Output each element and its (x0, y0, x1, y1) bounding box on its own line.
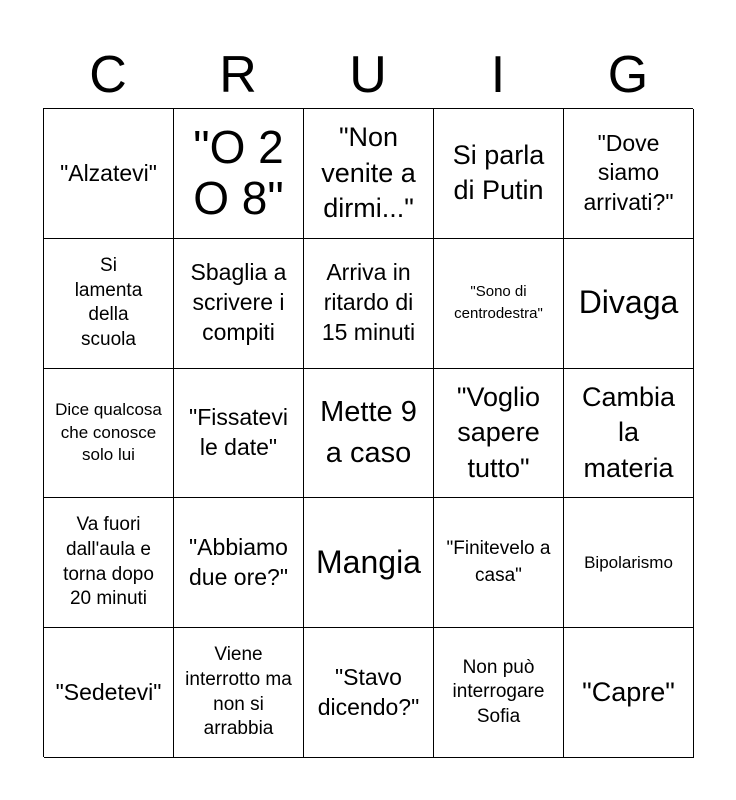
bingo-cell[interactable] (44, 239, 174, 369)
bingo-cell[interactable] (44, 109, 174, 239)
bingo-cell[interactable] (434, 109, 564, 239)
bingo-cell-text: "Alzatevi" (60, 159, 157, 186)
header-letter-c: C (89, 46, 127, 104)
bingo-cell[interactable] (44, 498, 174, 628)
bingo-cell[interactable] (304, 628, 434, 758)
bingo-cell[interactable] (174, 628, 304, 758)
bingo-header (43, 42, 693, 108)
bingo-cell-text: "Sedetevi" (55, 679, 162, 706)
bingo-cell-text: "Capre" (582, 676, 675, 707)
bingo-cell-text: Si lamenta della scuola (74, 254, 143, 350)
bingo-cell-text: "Abbiamo due ore?" (189, 533, 288, 590)
bingo-cell[interactable] (564, 109, 694, 239)
bingo-cell[interactable] (564, 628, 694, 758)
bingo-cell-text: Bipolarismo (584, 552, 673, 572)
bingo-cell-text: Divaga (578, 284, 679, 321)
bingo-cell[interactable] (174, 369, 304, 499)
bingo-cell-text: "Stavo dicendo?" (317, 663, 420, 720)
bingo-cell-text: "Finitevelo a casa" (446, 538, 551, 586)
bingo-cell-text: Arriva in ritardo di 15 minuti (321, 259, 416, 346)
bingo-cell[interactable] (304, 239, 434, 369)
bingo-cell-text: "O 2 O 8" (193, 120, 284, 225)
bingo-cell[interactable] (174, 498, 304, 628)
header-letter-u: U (349, 46, 387, 104)
bingo-cell-text: Mangia (316, 543, 421, 580)
header-letter-r: R (219, 46, 257, 104)
header-letter-i: I (490, 46, 506, 104)
bingo-cell[interactable] (434, 239, 564, 369)
bingo-cell[interactable] (564, 369, 694, 499)
bingo-cell[interactable] (174, 109, 304, 239)
bingo-cell[interactable] (174, 239, 304, 369)
bingo-cell[interactable] (564, 239, 694, 369)
bingo-cell[interactable] (304, 369, 434, 499)
bingo-cell[interactable] (304, 109, 434, 239)
header-letter-g: G (607, 46, 649, 104)
bingo-cell-text: Mette 9 a caso (320, 396, 417, 469)
bingo-cell[interactable] (564, 498, 694, 628)
bingo-cell-text: "Sono di centrodestra" (454, 283, 543, 323)
bingo-cell-text: Non può interrogare Sofia (452, 656, 545, 727)
bingo-cell[interactable] (44, 628, 174, 758)
bingo-board (43, 108, 693, 757)
bingo-cell-text: Sbaglia a scrivere i compiti (190, 259, 287, 346)
bingo-cell[interactable] (304, 498, 434, 628)
bingo-cell-text: Va fuori dall'aula e torna dopo 20 minuti (63, 514, 154, 610)
bingo-cell-text: Dice qualcosa che conosce solo lui (55, 399, 162, 465)
bingo-cell-text: Viene interrotto ma non si arrabbia (185, 644, 292, 740)
bingo-cell[interactable] (434, 369, 564, 499)
bingo-cell-text: "Voglio sapere tutto" (456, 381, 541, 483)
bingo-cell[interactable] (434, 498, 564, 628)
bingo-cell-text: "Fissatevi le date" (189, 404, 288, 460)
bingo-cell-text: Cambia la materia (581, 381, 676, 483)
bingo-cell[interactable] (44, 369, 174, 499)
bingo-cell-text: "Dove siamo arrivati?" (583, 129, 674, 216)
bingo-cell-text: Si parla di Putin (452, 139, 545, 206)
bingo-cell-text: "Non venite a dirmi..." (321, 121, 416, 224)
bingo-cell[interactable] (434, 628, 564, 758)
